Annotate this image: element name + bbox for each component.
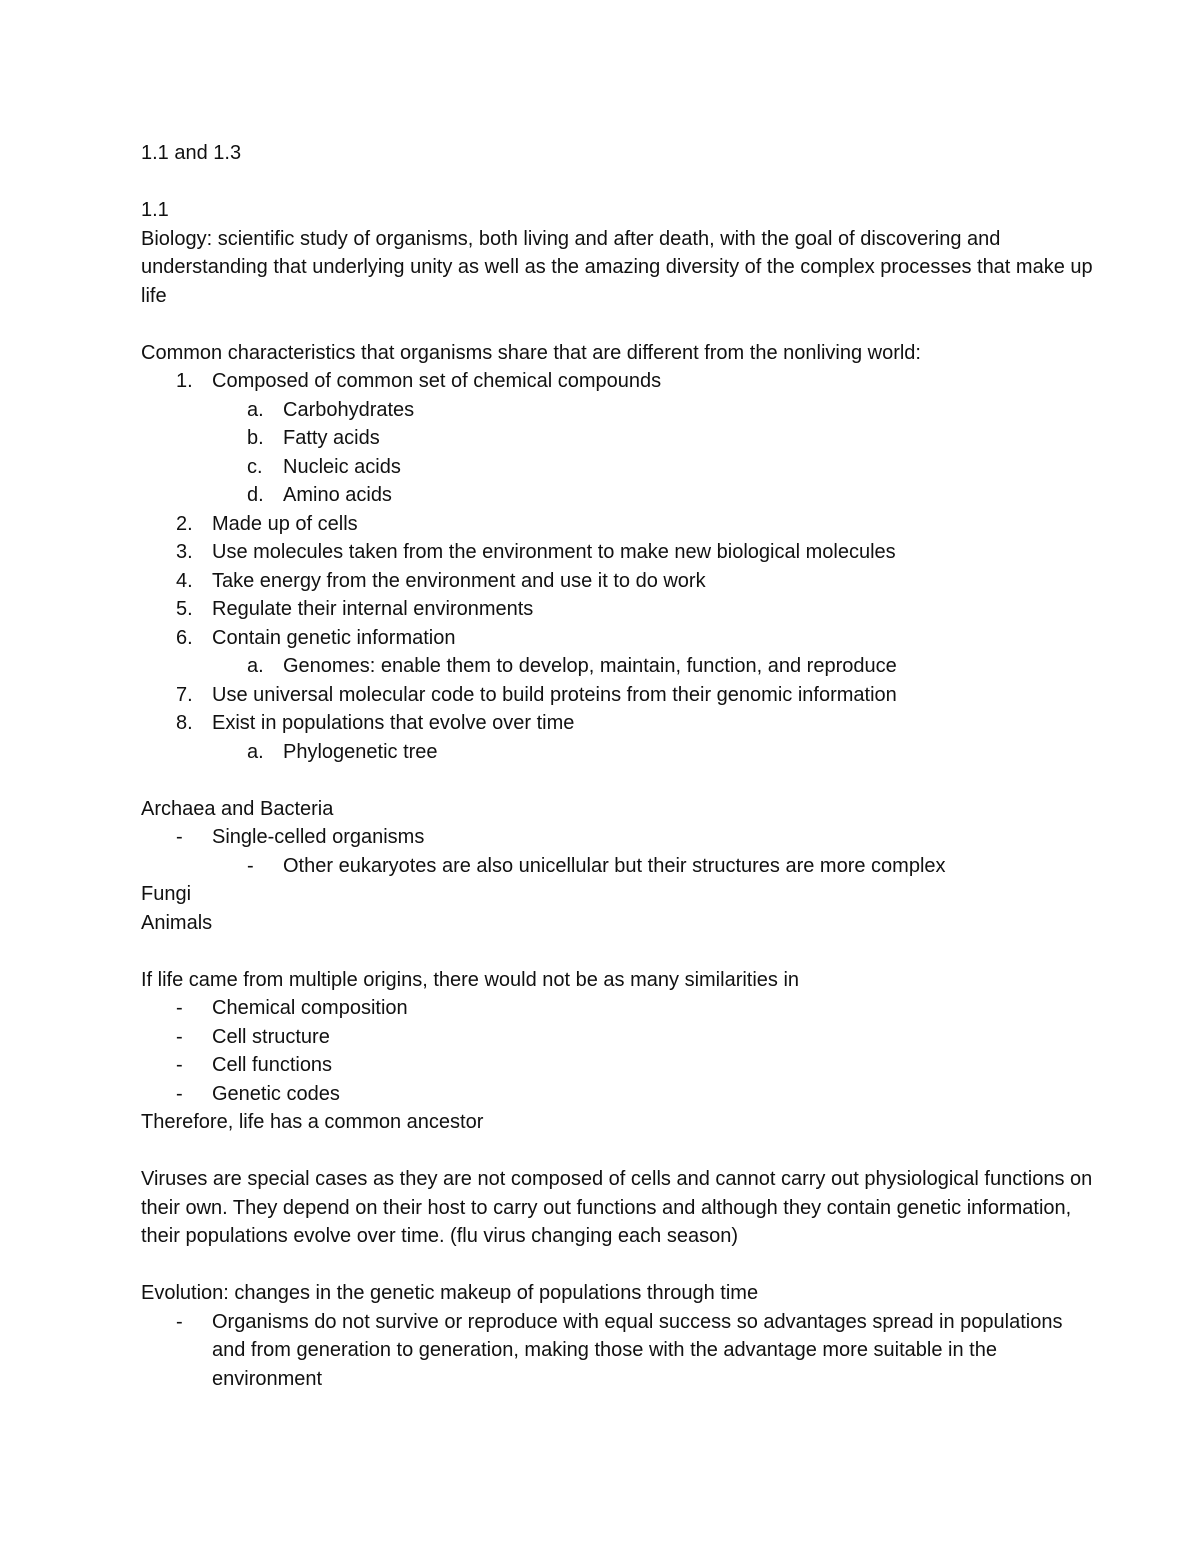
list-item xyxy=(141,624,1101,653)
list-marker: c. xyxy=(247,455,263,478)
list-item xyxy=(141,823,1101,852)
blank-line xyxy=(141,1251,1101,1280)
list-item xyxy=(141,367,1101,396)
sub-list-item xyxy=(141,652,1101,681)
sub-list-item xyxy=(141,453,1101,482)
list-item xyxy=(141,1308,1101,1394)
list-item xyxy=(141,994,1101,1023)
dash-marker: - xyxy=(176,1310,183,1333)
list-item-text: Phylogenetic tree xyxy=(283,740,438,763)
list-item xyxy=(141,1023,1101,1052)
list-item xyxy=(141,567,1101,596)
viruses-paragraph: Viruses are special cases as they are not composed of cells and cannot carry out physiological functions on their own. They depend on their host to carry out functions and although they contain genetic information, their populations evolve over time. (flu virus changing each season) xyxy=(141,1168,1093,1247)
list-marker: a. xyxy=(247,398,264,421)
list-item-text: Single-celled organisms xyxy=(212,826,425,848)
list-item-text: Nucleic acids xyxy=(283,455,401,478)
list-item-text: Contain genetic information xyxy=(212,626,456,649)
list-item-text: Exist in populations that evolve over time xyxy=(212,712,575,734)
sub-list-item xyxy=(141,852,1101,881)
list-marker: 7. xyxy=(176,683,193,706)
list-item-text: Fatty acids xyxy=(283,427,380,449)
list-item-text: Use universal molecular code to build proteins from their genomic information xyxy=(212,683,897,706)
list-item-text: Organisms do not survive or reproduce with equal success so advantages spread in populations and from generation to generation, making those with the advantage more suitable in the environment xyxy=(212,1310,1063,1390)
sub-list-item xyxy=(141,396,1101,425)
dash-marker: - xyxy=(247,854,254,877)
blank-line xyxy=(141,1137,1101,1166)
list-item xyxy=(141,595,1101,624)
list-item-text: Other eukaryotes are also unicellular but their structures are more complex xyxy=(283,854,946,877)
list-marker: 8. xyxy=(176,712,193,734)
list-item xyxy=(141,709,1101,738)
list-marker: 2. xyxy=(176,512,193,535)
list-marker: a. xyxy=(247,740,264,763)
dash-marker: - xyxy=(176,1025,183,1048)
similarities-list xyxy=(141,994,1101,1108)
list-item-text: Carbohydrates xyxy=(283,398,415,421)
evolution-list xyxy=(141,1308,1101,1394)
dash-marker: - xyxy=(176,826,183,848)
list-item-text: Take energy from the environment and use it to do work xyxy=(212,569,706,592)
blank-line xyxy=(141,168,1101,197)
list-item-text: Genomes: enable them to develop, maintain, function, and reproduce xyxy=(283,655,897,677)
list-marker: d. xyxy=(247,484,264,506)
list-marker: 5. xyxy=(176,598,193,620)
fungi-heading: Fungi xyxy=(141,883,192,905)
list-item-text: Made up of cells xyxy=(212,512,358,535)
biology-definition: Biology: scientific study of organisms, both living and after death, with the goal of discovering and understanding that underlying unity as well as the amazing diversity of the complex processes that make up life xyxy=(141,227,1093,307)
list-marker: 1. xyxy=(176,370,193,392)
section-heading: 1.1 xyxy=(141,199,169,221)
list-item-text: Genetic codes xyxy=(212,1082,340,1105)
characteristics-intro: Common characteristics that organisms share that are different from the nonliving world: xyxy=(141,341,921,364)
list-item xyxy=(141,1080,1101,1109)
list-marker: 4. xyxy=(176,569,193,592)
origins-intro: If life came from multiple origins, there would not be as many similarities in xyxy=(141,968,800,991)
evolution-definition: Evolution: changes in the genetic makeup of populations through time xyxy=(141,1282,759,1304)
list-item xyxy=(141,510,1101,539)
characteristics-list xyxy=(141,367,1101,766)
list-item-text: Amino acids xyxy=(283,484,392,506)
list-marker: 6. xyxy=(176,626,193,649)
dash-marker: - xyxy=(176,997,183,1019)
sub-list-item xyxy=(141,424,1101,453)
list-marker: b. xyxy=(247,427,264,449)
blank-line xyxy=(141,937,1101,966)
sub-list-item xyxy=(141,738,1101,767)
list-item-text: Composed of common set of chemical compounds xyxy=(212,370,662,392)
list-item-text: Chemical composition xyxy=(212,997,408,1019)
doc-title: 1.1 and 1.3 xyxy=(141,142,242,164)
blank-line xyxy=(141,766,1101,795)
list-marker: a. xyxy=(247,655,264,677)
blank-line xyxy=(141,310,1101,339)
list-item xyxy=(141,681,1101,710)
list-marker: 3. xyxy=(176,541,193,563)
sub-list-item xyxy=(141,481,1101,510)
dash-marker: - xyxy=(176,1082,183,1105)
conclusion-text: Therefore, life has a common ancestor xyxy=(141,1111,484,1133)
list-item-text: Cell structure xyxy=(212,1025,330,1048)
list-item xyxy=(141,538,1101,567)
animals-heading: Animals xyxy=(141,911,213,934)
dash-marker: - xyxy=(176,1054,183,1076)
list-item-text: Regulate their internal environments xyxy=(212,598,534,620)
archaea-heading: Archaea and Bacteria xyxy=(141,797,334,820)
list-item-text: Cell functions xyxy=(212,1054,333,1076)
list-item xyxy=(141,1051,1101,1080)
document-page xyxy=(141,139,1101,1393)
list-item-text: Use molecules taken from the environment to make new biological molecules xyxy=(212,541,896,563)
archaea-list xyxy=(141,823,1101,880)
